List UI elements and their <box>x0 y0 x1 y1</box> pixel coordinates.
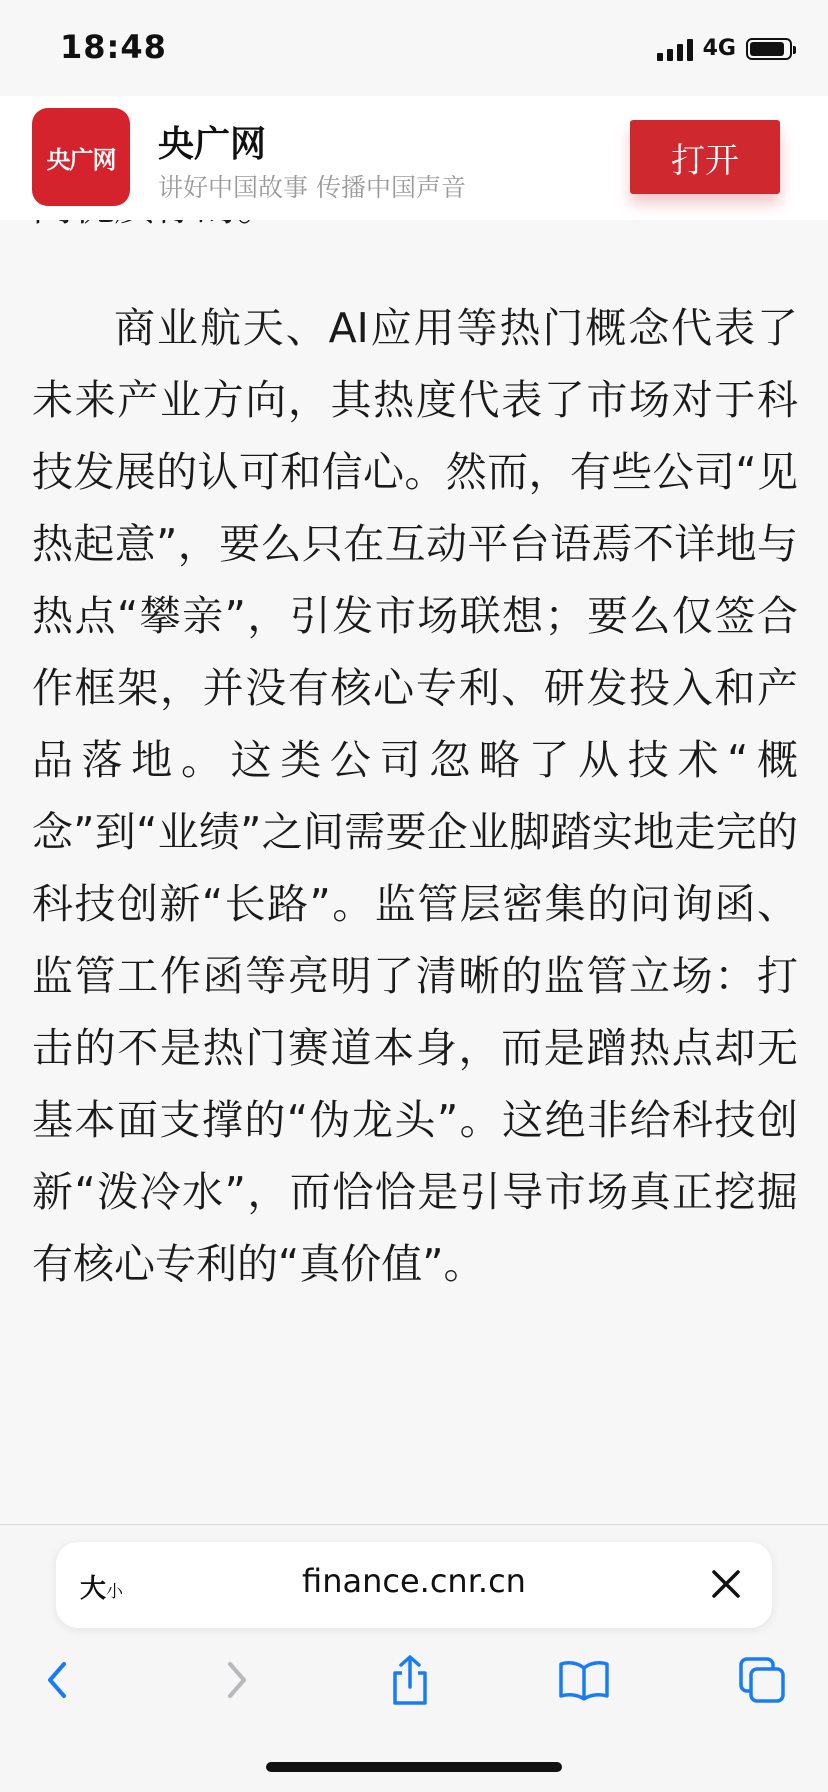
app-slogan: 讲好中国故事 传播中国声音 <box>158 173 466 202</box>
text-size-small-label: 小 <box>106 1582 124 1602</box>
open-app-button[interactable]: 打开 <box>630 120 780 194</box>
status-bar <box>0 0 828 96</box>
close-icon[interactable] <box>706 1564 746 1604</box>
home-indicator[interactable] <box>266 1762 562 1772</box>
share-icon[interactable] <box>380 1650 440 1710</box>
browser-toolbar <box>0 1650 828 1710</box>
app-logo-text: 央广网 <box>46 145 116 174</box>
battery-level <box>750 42 784 56</box>
article-body <box>32 206 798 1300</box>
app-name: 央广网 <box>158 124 267 165</box>
text-size-big-label: 大 <box>80 1574 107 1604</box>
battery-icon <box>746 38 792 60</box>
back-icon[interactable] <box>28 1650 88 1710</box>
status-time: 18:48 <box>60 28 167 66</box>
tabs-icon[interactable] <box>732 1650 792 1710</box>
forward-icon[interactable] <box>206 1650 266 1710</box>
address-bar[interactable] <box>56 1542 772 1628</box>
bookmarks-icon[interactable] <box>554 1650 614 1710</box>
app-logo <box>32 108 130 206</box>
url-text[interactable]: finance.cnr.cn <box>302 1562 526 1600</box>
app-download-banner <box>0 96 828 220</box>
signal-icon <box>657 37 693 61</box>
network-label: 4G <box>702 36 736 61</box>
status-indicators <box>657 36 792 61</box>
article-paragraph: 商业航天、AI应用等热门概念代表了未来产业方向，其热度代表了市场对于科技发展的认可和信心。然而，有些公司“见热起意”，要么只在互动平台语焉不详地与热点“攀亲”，引发市场联想；要么仅签合作框架，并没有核心专利、研发投入和产品落地。这类公司忽略了从技术“概念”到“业绩”之间需要企业脚踏实地走完的科技创新“长路”。监管层密集的问询函、监管工作函等亮明了清晰的监管立场：打击的不是热门赛道本身，而是蹭热点却无基本面支撑的“伪龙头”。这绝非给科技创新“泼冷水”，而恰恰是引导市场真正挖掘有核心专利的“真价值”。 <box>32 304 798 1288</box>
